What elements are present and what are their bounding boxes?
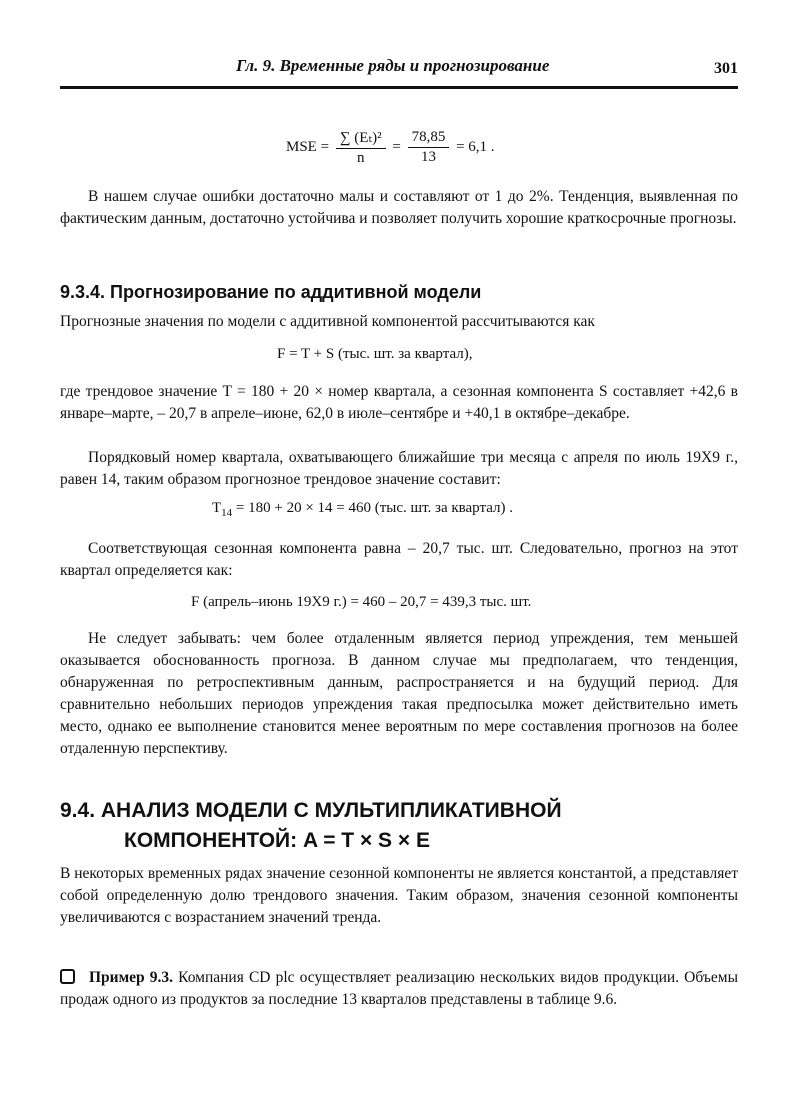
section-heading-9-4 xyxy=(60,796,562,856)
t14-subscript: 14 xyxy=(221,507,233,519)
page-number: 301 xyxy=(714,60,738,77)
mse-numerator-value: 78,85 xyxy=(408,129,450,148)
heading-9-4-line2: КОМПОНЕНТОЙ: A = T × S × E xyxy=(124,829,430,852)
mse-numerator: ∑ (Eₜ)² xyxy=(336,128,386,149)
mse-formula xyxy=(286,128,495,167)
chapter-title: Гл. 9. Временные ряды и прогнозирование xyxy=(236,56,550,75)
example-label: Пример 9.3. xyxy=(89,969,174,986)
paragraph-trend-definition: где трендовое значение T = 180 + 20 × номер квартала, а сезонная компонента S составляет +42,6 в январе–марте, – 20,7 в апреле–июне, 62,0 в июле–сентябре и +40,1 в октябре–декабре. xyxy=(60,383,738,422)
t14-symbol: T xyxy=(212,500,222,516)
mse-equals: = xyxy=(392,138,401,155)
mse-fraction-values xyxy=(408,129,450,166)
heading-9-4-line1: 9.4. АНАЛИЗ МОДЕЛИ С МУЛЬТИПЛИКАТИВНОЙ xyxy=(60,799,562,822)
paragraph-errors: В нашем случае ошибки достаточно малы и составляют от 1 до 2%. Тенденция, выявленная по фактическим данным, достаточно устойчива и позволяет получить хорошие краткосрочные прогнозы. xyxy=(60,188,738,227)
example-text: Компания CD plc осуществляет реализацию нескольких видов продукции. Объемы продаж одного из продуктов за последние 13 кварталов представлены в таблице 9.6. xyxy=(60,969,738,1008)
paragraph-additive-intro: Прогнозные значения по модели с аддитивной компонентой рассчитываются как xyxy=(60,313,595,330)
mse-fraction xyxy=(336,128,386,167)
formula-forecast: F (апрель–июнь 19X9 г.) = 460 – 20,7 = 439,3 тыс. шт. xyxy=(191,594,532,610)
formula-t14 xyxy=(212,500,513,519)
mse-denominator: n xyxy=(356,150,365,166)
example-9-3 xyxy=(60,967,738,1011)
paragraph-multiplicative: В некоторых временных рядах значение сезонной компоненты не является константой, а представляет собой определенную долю трендового значения. Таким образом, значения сезонной компоненты увеличиваются с возрастанием значений тренда. xyxy=(60,865,738,926)
paragraph-quarter-number: Порядковый номер квартала, охватывающего ближайшие три месяца с апреля по июль 19X9 г., равен 14, таким образом прогнозное трендовое значение составит: xyxy=(60,449,738,488)
section-heading-9-3-4: 9.3.4. Прогнозирование по аддитивной модели xyxy=(60,282,482,302)
paragraph-caution: Не следует забывать: чем более отдаленным является период упреждения, тем меньшей оказывается обоснованность прогноза. В данном случае мы предполагаем, что тенденция, обнаруженная по ретроспективным данным, распространяется и на будущий период. Для сравнительно небольших периодов упреждения такая предпосылка может действительно иметь место, однако ее выполнение становится менее вероятным по мере составления прогнозов на более отдаленную перспективу. xyxy=(60,630,738,757)
running-header xyxy=(60,56,738,89)
mse-denominator-value: 13 xyxy=(420,149,436,165)
mse-lhs: MSE = xyxy=(286,138,330,155)
formula-additive: F = T + S (тыс. шт. за квартал), xyxy=(277,346,473,362)
t14-expression: = 180 + 20 × 14 = 460 (тыс. шт. за квартал) . xyxy=(232,500,513,516)
paragraph-seasonal-component: Соответствующая сезонная компонента равна – 20,7 тыс. шт. Следовательно, прогноз на этот квартал определяется как: xyxy=(60,540,738,579)
mse-result: = 6,1 . xyxy=(456,138,495,155)
example-square-icon xyxy=(60,969,75,984)
